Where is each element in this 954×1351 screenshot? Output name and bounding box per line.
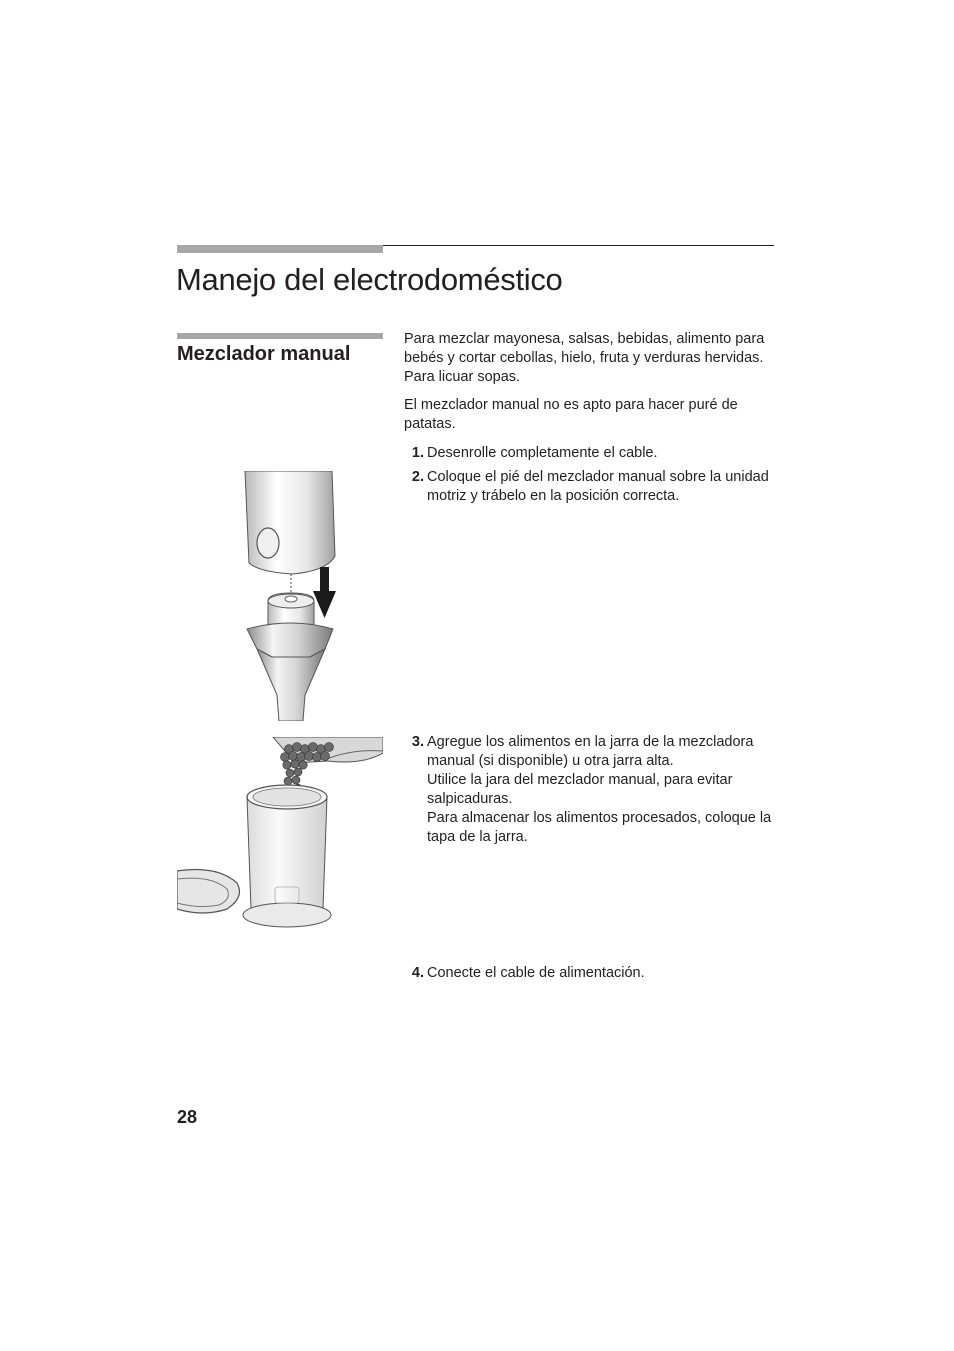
header-rule-thin (383, 245, 774, 246)
page-title: Manejo del electrodoméstico (176, 262, 563, 297)
page-number: 28 (177, 1107, 198, 1127)
step-text: Agregue los alimentos en la jarra de la mezcladora manual (si disponible) u otra jarra alta. (427, 734, 754, 769)
step-number: 4. (411, 965, 424, 981)
step-text: Coloque el pié del mezclador manual sobre la unidad motriz y trábelo en la posición correcta. (427, 469, 769, 504)
step-text: Utilice la jara del mezclador manual, para evitar salpicaduras. (427, 772, 733, 807)
step-number: 1. (411, 445, 424, 461)
step-number: 2. (411, 469, 424, 485)
blender-attach-illustration (177, 471, 383, 721)
subsection-title: Mezclador manual (177, 343, 351, 365)
intro-paragraph-2: El mezclador manual no es apto para hacer puré de patatas. (404, 397, 738, 432)
step-number: 3. (411, 734, 424, 750)
jar-fill-illustration (177, 737, 383, 933)
subsection-rule (177, 333, 383, 339)
step-1 (404, 444, 776, 463)
step-3 (404, 733, 776, 847)
step-text: Para almacenar los alimentos procesados, coloque la tapa de la jarra. (427, 810, 772, 845)
header-rule-thick (177, 245, 383, 253)
step-4 (404, 964, 776, 983)
step-text: Desenrolle completamente el cable. (427, 445, 658, 461)
step-text: Conecte el cable de alimentación. (427, 965, 645, 981)
step-2 (404, 468, 776, 506)
intro-paragraph-1: Para mezclar mayonesa, salsas, bebidas, alimento para bebés y cortar cebollas, hielo, fruta y verduras hervidas. Para licuar sopas. (404, 331, 765, 385)
